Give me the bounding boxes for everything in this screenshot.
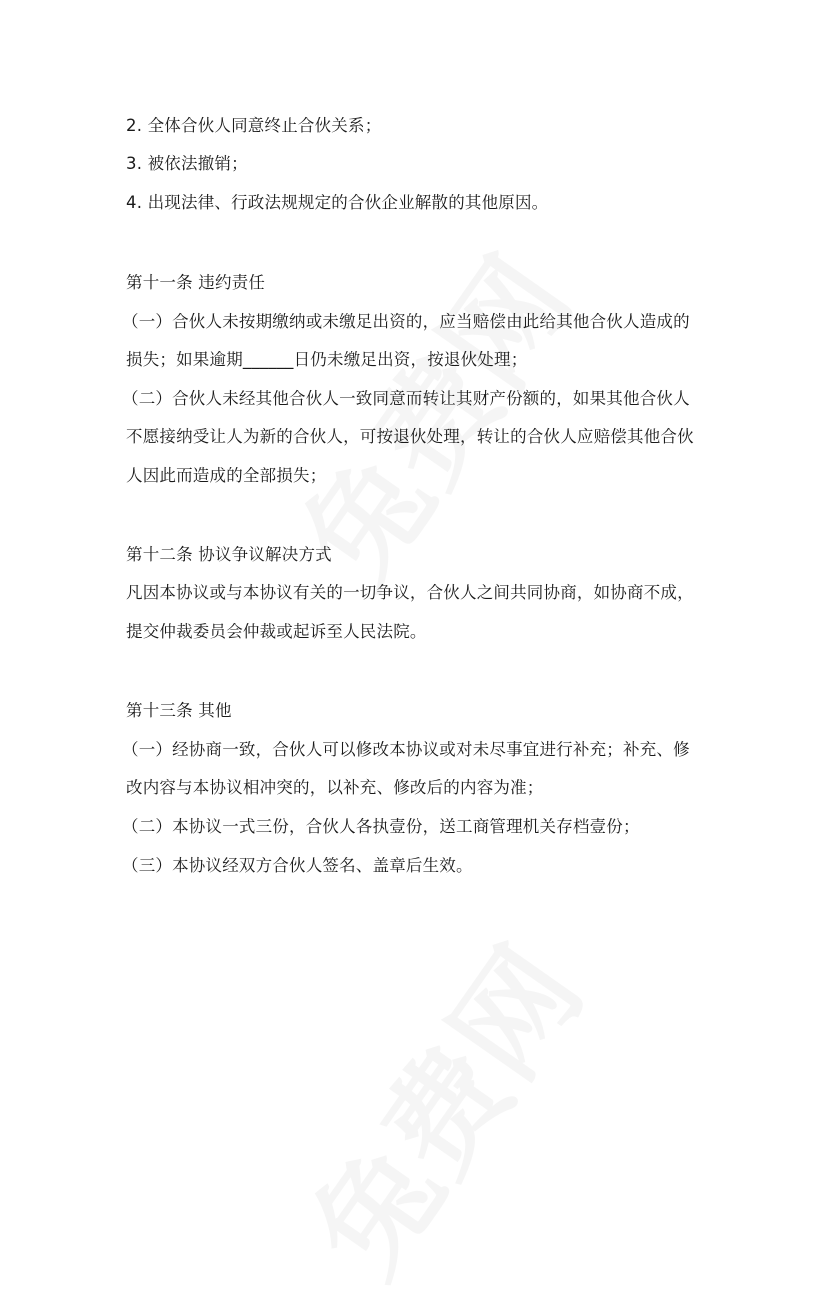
list-item: 3. 被依法撤销； — [126, 154, 248, 173]
paragraph-line: 人因此而造成的全部损失； — [126, 466, 327, 485]
list-item: 4. 出现法律、行政法规规定的合伙企业解散的其他原因。 — [126, 193, 549, 212]
paragraph-line: （三）本协议经双方合伙人签名、盖章后生效。 — [122, 856, 473, 875]
paragraph-line: （一）合伙人未按期缴纳或未缴足出资的，应当赔偿由此给其他合伙人造成的 — [122, 312, 690, 331]
paragraph-line: （一）经协商一致，合伙人可以修改本协议或对未尽事宜进行补充；补充、修 — [122, 740, 690, 759]
watermark-text — [266, 909, 613, 1303]
article-11-heading: 第十一条 违约责任 — [126, 273, 266, 292]
paragraph-line: 损失；如果逾期______日仍未缴足出资，按退伙处理； — [126, 350, 528, 369]
article-12-heading: 第十二条 协议争议解决方式 — [126, 545, 332, 564]
paragraph-line: 改内容与本协议相冲突的，以补充、修改后的内容为准； — [126, 778, 544, 797]
paragraph-line: （二）本协议一式三份，合伙人各执壹份，送工商管理机关存档壹份； — [122, 817, 640, 836]
paragraph-line: （二）合伙人未经其他合伙人一致同意而转让其财产份额的，如果其他合伙人 — [122, 389, 690, 408]
paragraph-line: 提交仲裁委员会仲裁或起诉至人民法院。 — [126, 622, 427, 641]
list-item: 2. 全体合伙人同意终止合伙关系； — [126, 116, 382, 135]
article-13-heading: 第十三条 其他 — [126, 701, 232, 720]
paragraph-line: 凡因本协议或与本协议有关的一切争议，合伙人之间共同协商，如协商不成， — [126, 583, 694, 602]
paragraph-line: 不愿接纳受让人为新的合伙人，可按退伙处理，转让的合伙人应赔偿其他合伙 — [126, 427, 694, 446]
